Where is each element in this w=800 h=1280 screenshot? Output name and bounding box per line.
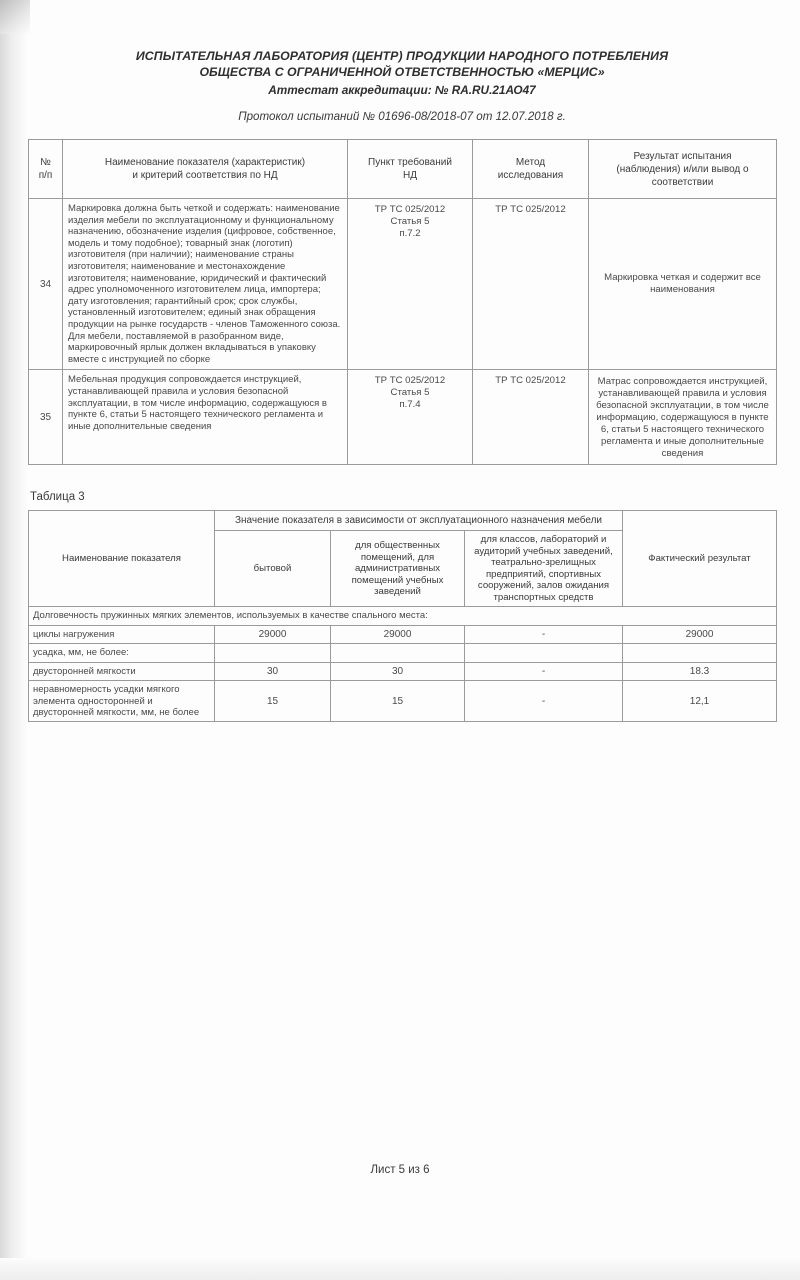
protocol-number: Протокол испытаний № 01696-08/2018-07 от 12.07.2018 г.: [238, 110, 566, 123]
row-value-classrooms: -: [465, 662, 623, 681]
row-criteria: Маркировка должна быть четкой и содержать: наименование изделия мебели по эксплуатационному и функциональному назначению, обозначение изделия (цифровое, собственное, модель и тому подобное); товарный знак (логотип) изготовителя (при наличии); наименование страны изготовителя; наименование и местонахождение изготовителя; наименование, юридический и фактический адрес уполномоченного изготовителем лица, импортера; дату изготовления; гарантийный срок; срок службы, установленный изготовителем; единый знак обращения продукции на рынке государств - членов Таможенного союза. Для мебели, поставляемой в разобранном виде, маркировочный ярлык должен вкладываться в упаковку вместе с инструкцией по сборке: [63, 199, 348, 370]
col-header-classrooms: для классов, лабораторий и аудиторий учебных заведений, театрально-зрелищных предприятий, спортивных сооружений, залов ожидания транспортных средств: [465, 531, 623, 607]
col-header-household: бытовой: [215, 531, 331, 607]
row-indicator-name: усадка, мм, не более:: [29, 644, 215, 662]
table-row: [29, 625, 777, 644]
row-indicator-name: циклы нагружения: [29, 625, 215, 644]
scan-corner-fold: [0, 0, 30, 34]
row-value-classrooms: [465, 644, 623, 662]
table-row: [29, 662, 777, 681]
row-requirement: [348, 199, 473, 370]
document-content: [28, 0, 776, 722]
col-header-result-l1: Результат испытания: [633, 150, 732, 162]
col-header-result-l2: (наблюдения) и/или вывод о: [616, 163, 749, 175]
row-value-public: [331, 644, 465, 662]
row-value-actual: 18.3: [623, 662, 777, 681]
durability-table: [28, 510, 777, 722]
row-number: 35: [29, 370, 63, 465]
col-header-result-l3: соответствии: [651, 176, 714, 188]
scan-bottom-shadow: [0, 1258, 800, 1280]
table3-section-row: [29, 607, 777, 626]
col-header-criteria-l2: и критерий соответствия по НД: [132, 170, 278, 181]
row-value-household: 15: [215, 681, 331, 722]
lab-name-line-2: ОБЩЕСТВА С ОГРАНИЧЕННОЙ ОТВЕТСТВЕННОСТЬЮ «МЕРЦИС»: [199, 65, 605, 79]
requirements-table: [28, 139, 777, 465]
table3-group-header-row: [29, 511, 777, 531]
col-header-result: [589, 140, 777, 199]
row-method: ТР ТС 025/2012: [473, 370, 589, 465]
col-header-usage-group: Значение показателя в зависимости от эксплуатационного назначения мебели: [215, 511, 623, 531]
table3-caption: Таблица 3: [30, 491, 85, 504]
page-footer: [0, 1164, 800, 1176]
page-number-label: Лист 5 из 6: [370, 1164, 430, 1176]
col-header-criteria: [63, 140, 348, 199]
row-value-public: 29000: [331, 625, 465, 644]
row-value-household: 29000: [215, 625, 331, 644]
col-header-requirement: [348, 140, 473, 199]
row-number: 34: [29, 199, 63, 370]
col-header-number: [29, 140, 63, 199]
row-value-household: [215, 644, 331, 662]
col-header-indicator-name: Наименование показателя: [29, 511, 215, 607]
col-header-criteria-l1: Наименование показателя (характеристик): [104, 157, 306, 168]
col-header-public: для общественных помещений, для административных помещений учебных заведений: [331, 531, 465, 607]
row-requirement: [348, 370, 473, 465]
row-requirement-l1: ТР ТС 025/2012: [374, 204, 446, 215]
row-value-public: 30: [331, 662, 465, 681]
col-header-number-l2: п/п: [38, 170, 53, 181]
col-header-actual-result: Фактический результат: [623, 511, 777, 607]
col-header-number-l1: №: [40, 157, 51, 168]
document-header: [28, 48, 776, 123]
row-result: Матрас сопровождается инструкцией, устанавливающей правила и условия безопасной эксплуатации, в том числе информацию, содержащуюся в пункте 6, статьи 5 настоящего технического регламента и иные дополнительные сведения: [589, 370, 777, 465]
col-header-requirement-l1: Пункт требований: [368, 157, 452, 168]
table-row: [29, 370, 777, 465]
row-method: ТР ТС 025/2012: [473, 199, 589, 370]
row-value-actual: [623, 644, 777, 662]
lab-name-line-1: ИСПЫТАТЕЛЬНАЯ ЛАБОРАТОРИЯ (ЦЕНТР) ПРОДУКЦИИ НАРОДНОГО ПОТРЕБЛЕНИЯ: [135, 49, 669, 63]
table-row: [29, 681, 777, 722]
row-value-household: 30: [215, 662, 331, 681]
col-header-method-l2: исследования: [497, 170, 564, 181]
section-title: Долговечность пружинных мягких элементов, используемых в качестве спального места:: [29, 607, 777, 626]
col-header-method-l1: Метод: [515, 157, 546, 168]
row-requirement-l3: п.7.4: [399, 399, 421, 411]
row-requirement-l2: Статья 5: [390, 216, 430, 227]
row-value-classrooms: -: [465, 681, 623, 722]
row-value-public: 15: [331, 681, 465, 722]
row-value-classrooms: -: [465, 625, 623, 644]
table-row: [29, 644, 777, 662]
row-requirement-l3: п.7.2: [399, 228, 421, 239]
row-requirement-l2: Статья 5: [390, 387, 430, 399]
table-header-row: [29, 140, 777, 199]
row-indicator-name: неравномерность усадки мягкого элемента односторонней и двусторонней мягкости, мм, не более: [29, 681, 215, 722]
row-criteria: Мебельная продукция сопровождается инструкцией, устанавливающей правила и условия безопасной эксплуатации, в том числе информацию, содержащуюся в пункте 6, статьи 5 настоящего технического регламента и иные дополнительные сведения: [63, 370, 348, 465]
accreditation-certificate: Аттестат аккредитации: № RA.RU.21АО47: [268, 83, 536, 97]
scan-edge-shadow: [0, 0, 26, 1280]
col-header-requirement-l2: НД: [403, 170, 417, 181]
col-header-method: [473, 140, 589, 199]
row-requirement-l1: ТР ТС 025/2012: [374, 375, 446, 387]
row-indicator-name: двусторонней мягкости: [29, 662, 215, 681]
row-value-actual: 12,1: [623, 681, 777, 722]
row-result: Маркировка четкая и содержит все наименования: [589, 199, 777, 370]
table-row: [29, 199, 777, 370]
row-value-actual: 29000: [623, 625, 777, 644]
